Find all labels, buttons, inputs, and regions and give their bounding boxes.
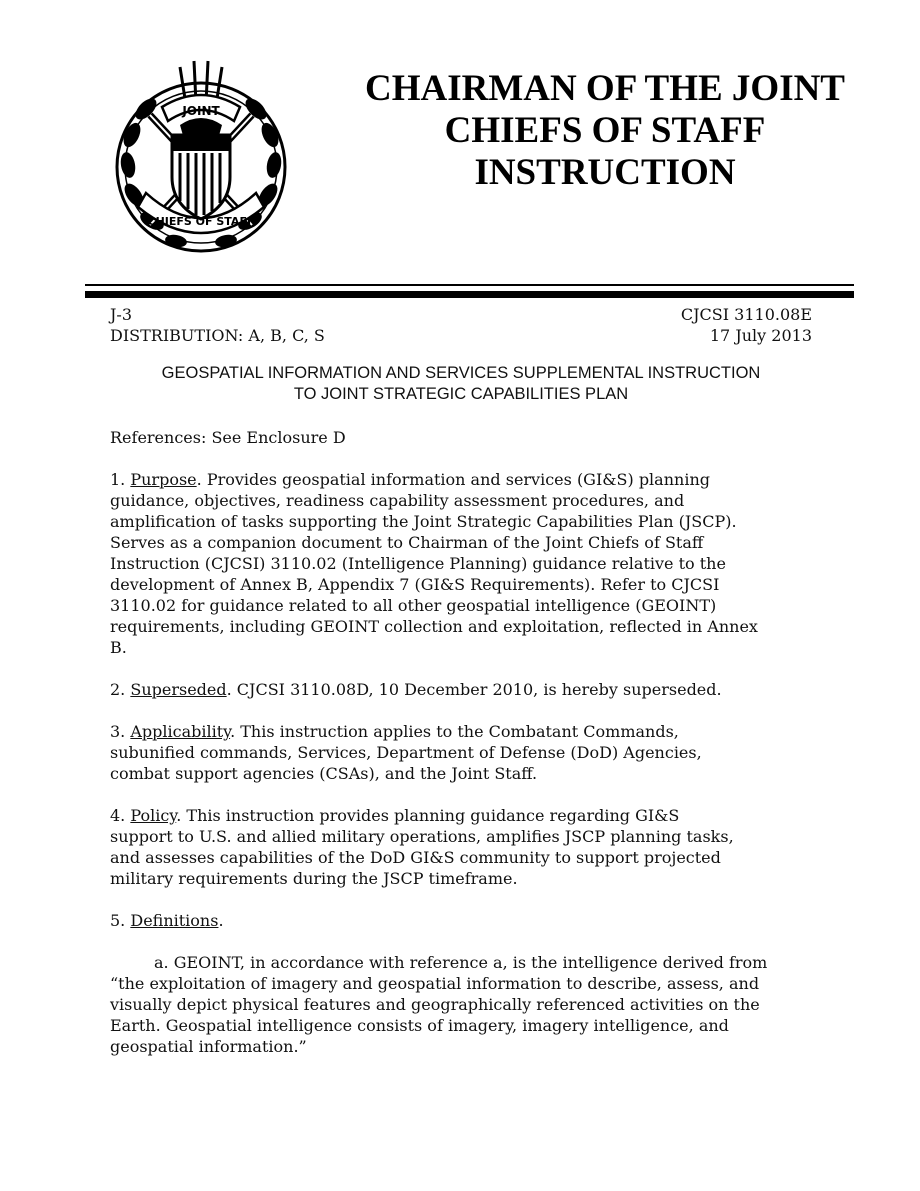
section-number: 5.	[110, 911, 131, 930]
section-definition-a	[110, 952, 820, 1057]
section-text: . Provides geospatial information and services (GI&S) planning	[196, 470, 710, 489]
section-definitions	[110, 910, 820, 931]
document-body	[110, 427, 820, 1057]
section-text: Serves as a companion document to Chairman of the Joint Chiefs of Staff	[110, 533, 704, 552]
section-purpose	[110, 469, 820, 658]
document-date: 17 July 2013	[709, 326, 812, 345]
section-text: and assesses capabilities of the DoD GI&S community to support projected	[110, 848, 721, 867]
section-text: subunified commands, Services, Department of Defense (DoD) Agencies,	[110, 743, 702, 762]
subject-line-1: GEOSPATIAL INFORMATION AND SERVICES SUPPLEMENTAL INSTRUCTION	[161, 364, 761, 382]
section-number: 2.	[110, 680, 131, 699]
title-line-1: CHAIRMAN OF THE JOINT	[364, 68, 845, 109]
section-text: “the exploitation of imagery and geospatial information to describe, assess, and	[110, 974, 760, 993]
seal-top-text: JOINT	[182, 104, 220, 118]
section-text: . This instruction applies to the Combatant Commands,	[230, 722, 679, 741]
joint-chiefs-seal-icon	[110, 55, 292, 255]
section-number: 1.	[110, 470, 131, 489]
title-line-2: CHIEFS OF STAFF	[444, 110, 766, 151]
section-number: 3.	[110, 722, 131, 741]
section-text: visually depict physical features and geographically referenced activities on the	[110, 995, 760, 1014]
distribution: DISTRIBUTION: A, B, C, S	[110, 326, 325, 345]
directive-number: CJCSI 3110.08E	[680, 305, 812, 324]
section-number: 4.	[110, 806, 131, 825]
section-text: guidance, objectives, readiness capability assessment procedures, and	[110, 491, 685, 510]
subject-heading	[110, 363, 812, 405]
section-heading-applicability: Applicability	[130, 722, 231, 741]
header-meta	[110, 304, 812, 346]
section-text: development of Annex B, Appendix 7 (GI&S Requirements). Refer to CJCSI	[110, 575, 720, 594]
section-policy	[110, 805, 820, 889]
section-text: support to U.S. and allied military operations, amplifies JSCP planning tasks,	[110, 827, 734, 846]
section-superseded	[110, 679, 820, 700]
section-text: combat support agencies (CSAs), and the Joint Staff.	[110, 764, 538, 783]
section-text: . CJCSI 3110.08D, 10 December 2010, is hereby superseded.	[226, 680, 722, 699]
section-text: military requirements during the JSCP timeframe.	[110, 869, 518, 888]
section-heading-purpose: Purpose	[130, 470, 197, 489]
references-line: References: See Enclosure D	[110, 428, 346, 447]
section-text: amplification of tasks supporting the Joint Strategic Capabilities Plan (JSCP).	[110, 512, 737, 531]
seal-bottom-text: CHIEFS OF STAFF	[147, 215, 255, 228]
subject-line-2: TO JOINT STRATEGIC CAPABILITIES PLAN	[293, 385, 629, 403]
section-text: requirements, including GEOINT collection and exploitation, reflected in Annex	[110, 617, 758, 636]
section-text: Earth. Geospatial intelligence consists of imagery, imagery intelligence, and	[110, 1016, 729, 1035]
section-text: Instruction (CJCSI) 3110.02 (Intelligence Planning) guidance relative to the	[110, 554, 726, 573]
title-line-3: INSTRUCTION	[474, 152, 736, 193]
section-text: B.	[110, 638, 127, 657]
section-text: . This instruction provides planning guidance regarding GI&S	[176, 806, 680, 825]
document-title	[330, 68, 880, 194]
header-rule-thick	[85, 291, 854, 298]
section-heading-definitions: Definitions	[130, 911, 219, 930]
section-applicability	[110, 721, 820, 784]
section-text: geospatial information.”	[110, 1037, 307, 1056]
office-code: J-3	[110, 305, 132, 324]
section-text: 3110.02 for guidance related to all other geospatial intelligence (GEOINT)	[110, 596, 717, 615]
section-text: a. GEOINT, in accordance with reference a, is the intelligence derived from	[154, 953, 768, 972]
section-text: .	[218, 911, 224, 930]
header-rule-thin	[85, 284, 854, 286]
section-heading-superseded: Superseded	[130, 680, 227, 699]
section-heading-policy: Policy	[130, 806, 177, 825]
